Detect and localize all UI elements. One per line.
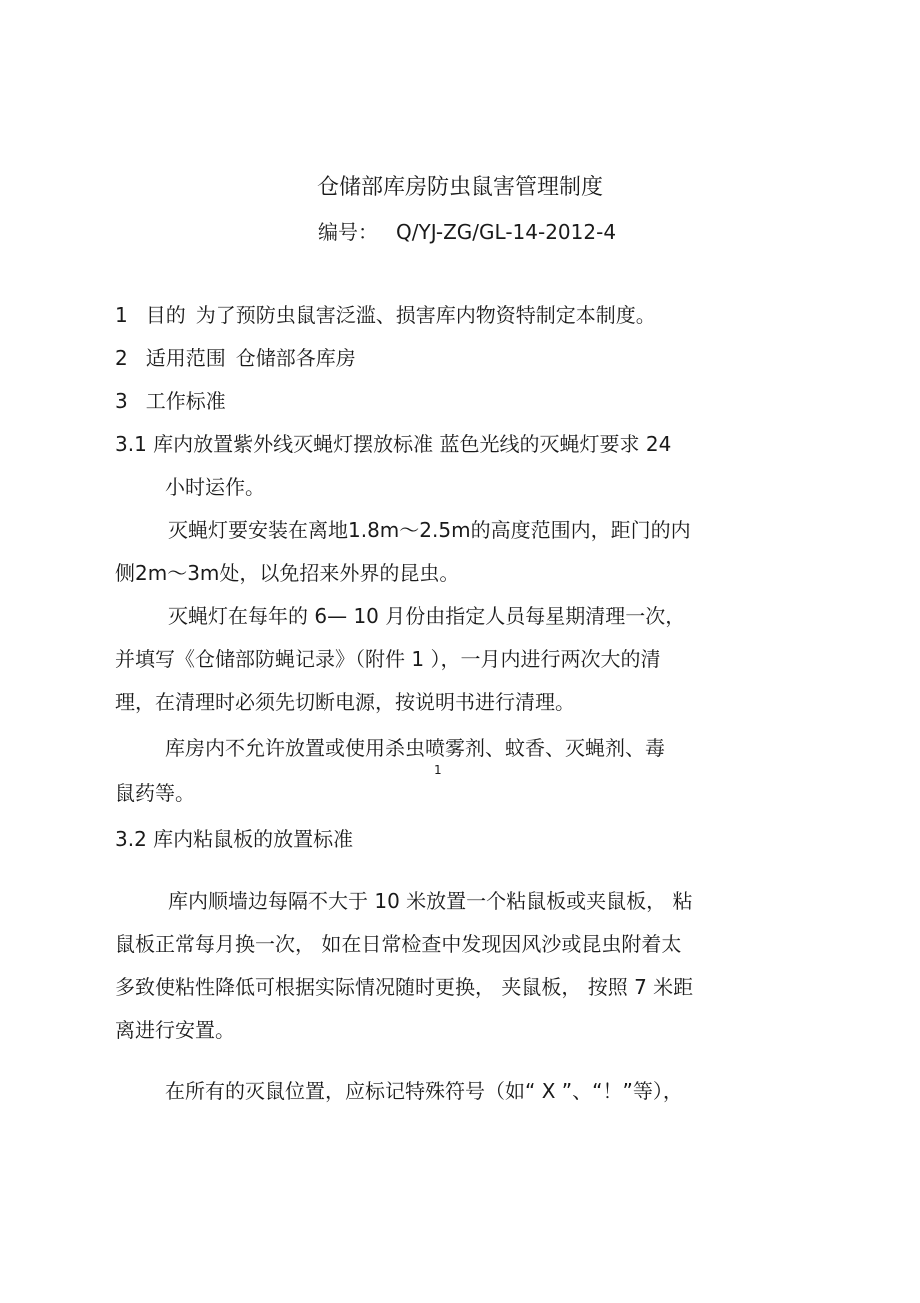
section-1-number: 1 (115, 303, 128, 327)
paragraph-1-line-2: 侧2m～3m处，以免招来外界的昆虫。 (115, 561, 460, 585)
section-2-text: 仓储部各库房 (235, 346, 356, 370)
paragraph-3-line-1: 库房内不允许放置或使用杀虫喷雾剂、蚊香、灭蝇剂、毒 (165, 736, 665, 760)
page-number: 1 (434, 763, 442, 777)
section-3-number: 3 (115, 389, 128, 413)
section-1-text: 为了预防虫鼠害泛滥、损害库内物资特制定本制度。 (195, 303, 656, 327)
paragraph-2-line-2: 并填写《仓储部防蝇记录》（附件 1 ），一月内进行两次大的清 (115, 647, 661, 671)
paragraph-2-line-1: 灭蝇灯在每年的 6— 10 月份由指定人员每星期清理一次， (168, 604, 686, 628)
section-2 (115, 346, 356, 370)
document-title: 仓储部库房防虫鼠害管理制度 (316, 175, 603, 200)
section-2-number: 2 (115, 346, 128, 370)
document-number (318, 219, 616, 245)
paragraph-4-line-4: 离进行安置。 (115, 1018, 235, 1042)
paragraph-5-line-1: 在所有的灭鼠位置，应标记特殊符号（如“ X ”、“！”等）， (165, 1079, 683, 1103)
paragraph-4-line-3: 多致使粘性降低可根据实际情况随时更换， 夹鼠板， 按照 7 米距 (115, 975, 694, 999)
document-number-label: 编号： (318, 220, 378, 244)
paragraph-1-line-1: 灭蝇灯要安装在离地1.8m～2.5m的高度范围内，距门的内 (168, 518, 691, 542)
section-3-heading: 工作标准 (145, 389, 226, 413)
section-3 (115, 389, 226, 413)
paragraph-2-line-3: 理，在清理时必须先切断电源，按说明书进行清理。 (115, 690, 575, 714)
paragraph-4-line-1: 库内顺墙边每隔不大于 10 米放置一个粘鼠板或夹鼠板， 粘 (168, 889, 693, 913)
paragraph-4-line-2: 鼠板正常每月换一次， 如在日常检查中发现因风沙或昆虫附着太 (115, 932, 682, 956)
paragraph-3-line-2: 鼠药等。 (115, 781, 195, 805)
section-1-heading: 目的 (145, 303, 186, 327)
section-3-1-line-1: 3.1 库内放置紫外线灭蝇灯摆放标准 蓝色光线的灭蝇灯要求 24 (115, 432, 672, 456)
section-2-heading: 适用范围 (145, 346, 226, 370)
section-3-1-line-2: 小时运作。 (165, 475, 265, 499)
section-3-2-heading: 3.2 库内粘鼠板的放置标准 (115, 827, 354, 851)
document-number-value: Q/YJ-ZG/GL-14-2012-4 (396, 220, 617, 244)
section-1 (115, 303, 656, 327)
